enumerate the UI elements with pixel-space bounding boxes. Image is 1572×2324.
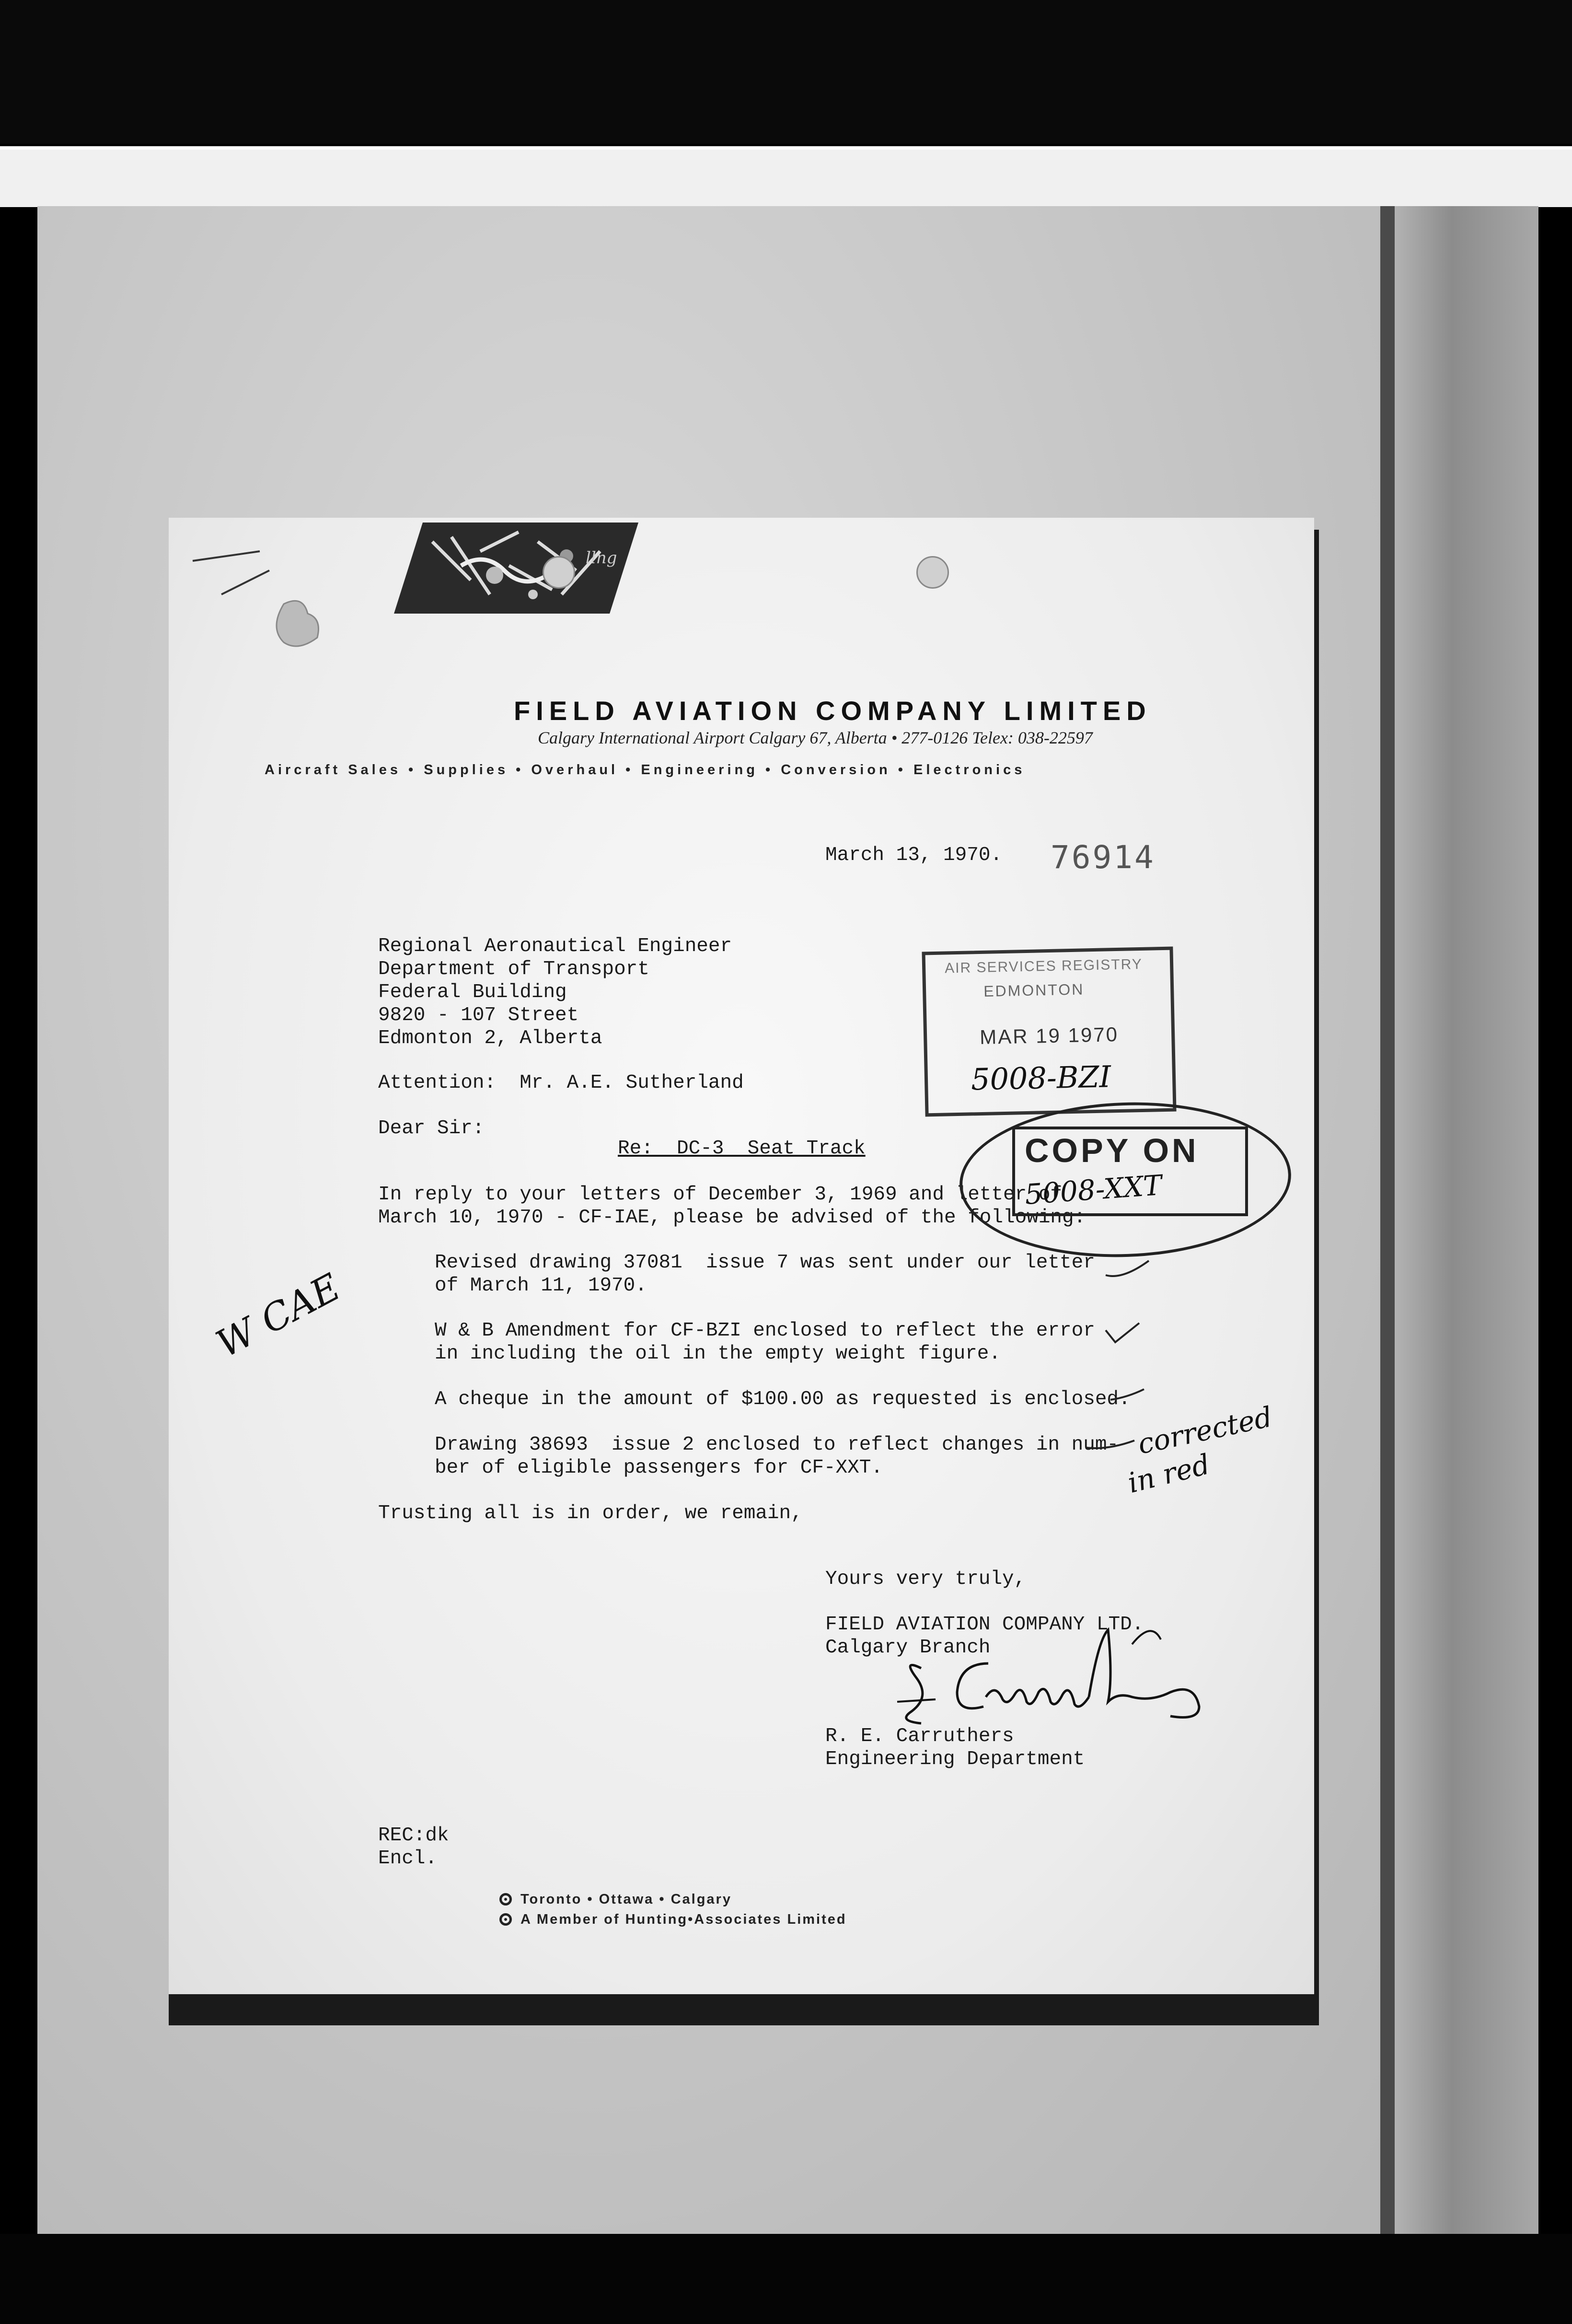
item-line: in including the oil in the empty weight figure. xyxy=(435,1343,1001,1365)
reference-initials: REC:dk xyxy=(378,1824,449,1847)
enclosure-line: Encl. xyxy=(378,1848,438,1870)
copy-on-stamp xyxy=(1012,1127,1248,1216)
footer-offices-text: Toronto • Ottawa • Calgary xyxy=(520,1892,732,1907)
stain-icon xyxy=(265,590,332,652)
punch-hole xyxy=(916,556,949,589)
recipient-line: Department of Transport xyxy=(378,958,649,980)
side-panel xyxy=(1395,206,1538,2234)
item-line: A cheque in the amount of $100.00 as requested is enclosed. xyxy=(435,1388,1131,1410)
company-services: Aircraft Sales • Supplies • Overhaul • Engineering • Conversion • Electronics xyxy=(265,762,1026,778)
check-mark-icon xyxy=(1103,1258,1151,1282)
recipient-line: Regional Aeronautical Engineer xyxy=(378,935,732,957)
closing-line: Trusting all is in order, we remain, xyxy=(378,1502,803,1524)
recipient-line: 9820 - 107 Street xyxy=(378,1004,579,1026)
item-line: Drawing 38693 issue 2 enclosed to reflect changes in num- xyxy=(435,1434,1119,1456)
recipient-line: Federal Building xyxy=(378,981,567,1003)
pen-mark-icon xyxy=(188,542,274,609)
file-number: 76914 xyxy=(1051,839,1156,876)
margin-note: W CAE xyxy=(209,1266,347,1366)
item-line: of March 11, 1970. xyxy=(435,1275,647,1297)
attention-line: Attention: Mr. A.E. Sutherland xyxy=(378,1072,744,1094)
signature-company: FIELD AVIATION COMPANY LTD. xyxy=(825,1614,1144,1636)
registry-stamp-title: AIR SERVICES REGISTRY xyxy=(944,956,1143,976)
footer-member xyxy=(499,1912,847,1928)
svg-text:llng: llng xyxy=(586,548,617,568)
salutation: Dear Sir: xyxy=(378,1117,485,1139)
bullet-icon xyxy=(499,1913,512,1926)
registry-stamp xyxy=(922,947,1176,1117)
bullet-icon xyxy=(499,1893,512,1906)
film-bottom-band xyxy=(0,2234,1572,2324)
signature-branch: Calgary Branch xyxy=(825,1637,991,1659)
corrected-note: in red xyxy=(1124,1448,1214,1499)
film-top-band xyxy=(0,0,1572,144)
mount-edge xyxy=(1380,206,1395,2234)
registry-stamp-city: EDMONTON xyxy=(983,980,1085,1000)
letter-date: March 13, 1970. xyxy=(825,844,1003,866)
letter-sheet xyxy=(169,518,1314,1994)
signatory-department: Engineering Department xyxy=(825,1748,1085,1770)
company-address: Calgary International Airport Calgary 67, Alberta • 277-0126 Telex: 038-22597 xyxy=(538,728,1093,747)
check-mark-icon xyxy=(1084,1436,1137,1455)
subject-line: Re: DC-3 Seat Track xyxy=(618,1138,866,1160)
film-white-strip xyxy=(0,150,1572,207)
copy-on-file: 5008-XXT xyxy=(1023,1169,1163,1211)
registry-stamp-date: MAR 19 1970 xyxy=(979,1023,1119,1049)
complimentary-close: Yours very truly, xyxy=(825,1568,1026,1590)
company-logo-icon xyxy=(394,523,638,614)
intro-line: In reply to your letters of December 3, 1969 and letter of xyxy=(378,1184,1063,1206)
intro-line: March 10, 1970 - CF-IAE, please be advised of the following: xyxy=(378,1207,1086,1229)
footer-member-text: A Member of Hunting•Associates Limited xyxy=(520,1912,847,1927)
recipient-line: Edmonton 2, Alberta xyxy=(378,1027,602,1049)
check-mark-icon xyxy=(1108,1385,1146,1405)
item-line: W & B Amendment for CF-BZI enclosed to reflect the error xyxy=(435,1320,1095,1342)
registry-stamp-file: 5008-BZI xyxy=(971,1059,1111,1097)
punch-hole xyxy=(543,556,575,589)
check-mark-icon xyxy=(1103,1321,1142,1349)
signatory-name: R. E. Carruthers xyxy=(825,1725,1014,1747)
item-line: Revised drawing 37081 issue 7 was sent under our letter xyxy=(435,1252,1095,1274)
company-name: FIELD AVIATION COMPANY LIMITED xyxy=(514,696,1152,726)
copy-on-label: COPY ON xyxy=(1025,1132,1199,1169)
item-line: ber of eligible passengers for CF-XXT. xyxy=(435,1457,883,1479)
footer-offices xyxy=(499,1892,732,1907)
corrected-note: corrected xyxy=(1135,1400,1275,1461)
